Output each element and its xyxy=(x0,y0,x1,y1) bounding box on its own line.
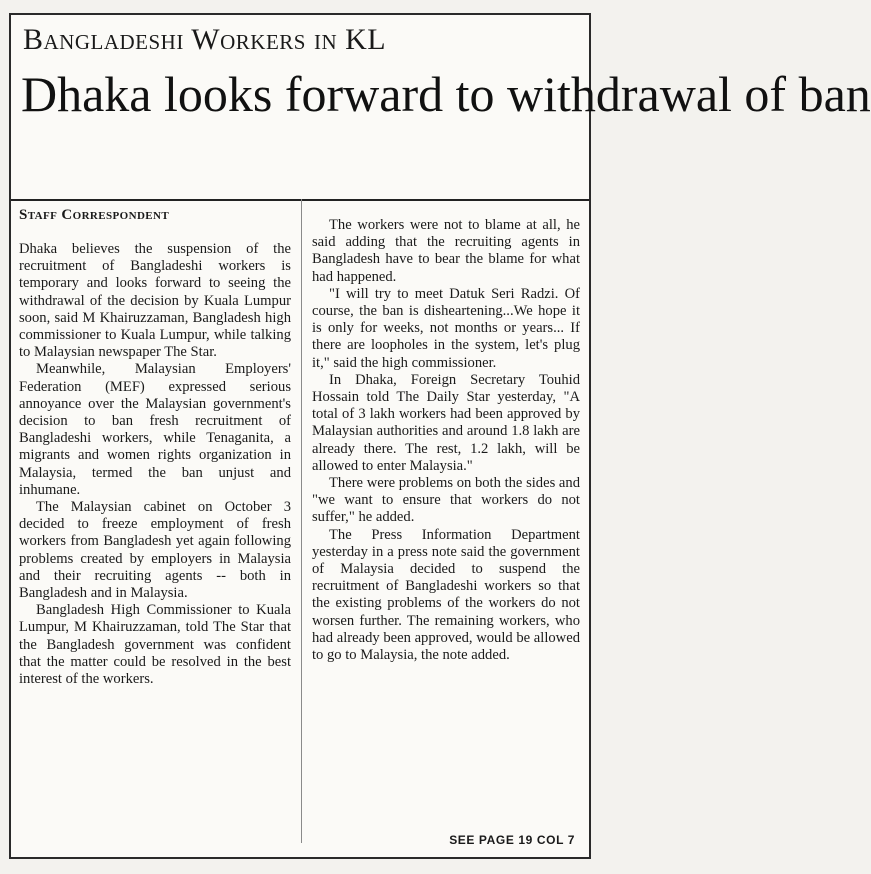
paragraph: There were problems on both the sides and "we want to ensure that workers do not suffer," he added. xyxy=(312,475,580,526)
paragraph: In Dhaka, Foreign Secretary Touhid Hossain told The Daily Star yesterday, "A total of 3 lakh workers had been approved by Malaysian authorities and around 1.8 lakh are already there. The rest, 1.2 lakh, will be allowed to enter Malaysia." xyxy=(312,371,580,474)
paragraph: The Malaysian cabinet on October 3 decided to freeze employment of fresh workers from Bangladesh yet again following problems created by employers in Malaysia and their recruiting agents -- both in Bangladesh and in Malaysia. xyxy=(19,499,291,602)
byline: Staff Correspondent xyxy=(19,207,170,223)
column-divider xyxy=(301,199,302,843)
paragraph: Meanwhile, Malaysian Employers' Federation (MEF) expressed serious annoyance over the Malaysian government's decision to ban fresh recruitment of Bangladeshi workers, while Tenaganita, a migrants and women rights organization in Malaysia, termed the ban unjust and inhumane. xyxy=(19,361,291,498)
column-1 xyxy=(19,241,291,688)
headline: Dhaka looks forward to withdrawal of ban xyxy=(21,66,871,122)
column-2 xyxy=(312,217,580,664)
continued-jump-line: SEE PAGE 19 COL 7 xyxy=(449,833,575,847)
kicker: Bangladeshi Workers in KL xyxy=(23,23,387,56)
paragraph: The workers were not to blame at all, he said adding that the recruiting agents in Bangladesh have to bear the blame for what had happened. xyxy=(312,217,580,285)
paragraph: Bangladesh High Commissioner to Kuala Lumpur, M Khairuzzaman, told The Star that the Bangladesh government was confident that the matter could be resolved in the best interest of the workers. xyxy=(19,602,291,688)
paragraph: The Press Information Department yesterday in a press note said the government of Malaysia decided to suspend the recruitment of Bangladeshi workers so that the existing problems of the workers do not worsen further. The remaining workers, who had already been approved, would be allowed to go to Malaysia, the note added. xyxy=(312,526,580,664)
paragraph: Dhaka believes the suspension of the recruitment of Bangladeshi workers is temporary and looks forward to seeing the withdrawal of the decision by Kuala Lumpur soon, said M Khairuzzaman, Bangladesh high commissioner to Kuala Lumpur, while talking to Malaysian newspaper The Star. xyxy=(19,241,291,361)
headline-rule xyxy=(11,199,589,201)
paragraph: "I will try to meet Datuk Seri Radzi. Of course, the ban is disheartening...We hope it is only for weeks, not months or years... If there are loopholes in the system, let's plug it," said the high commissioner. xyxy=(312,285,580,371)
news-clipping xyxy=(9,13,871,859)
